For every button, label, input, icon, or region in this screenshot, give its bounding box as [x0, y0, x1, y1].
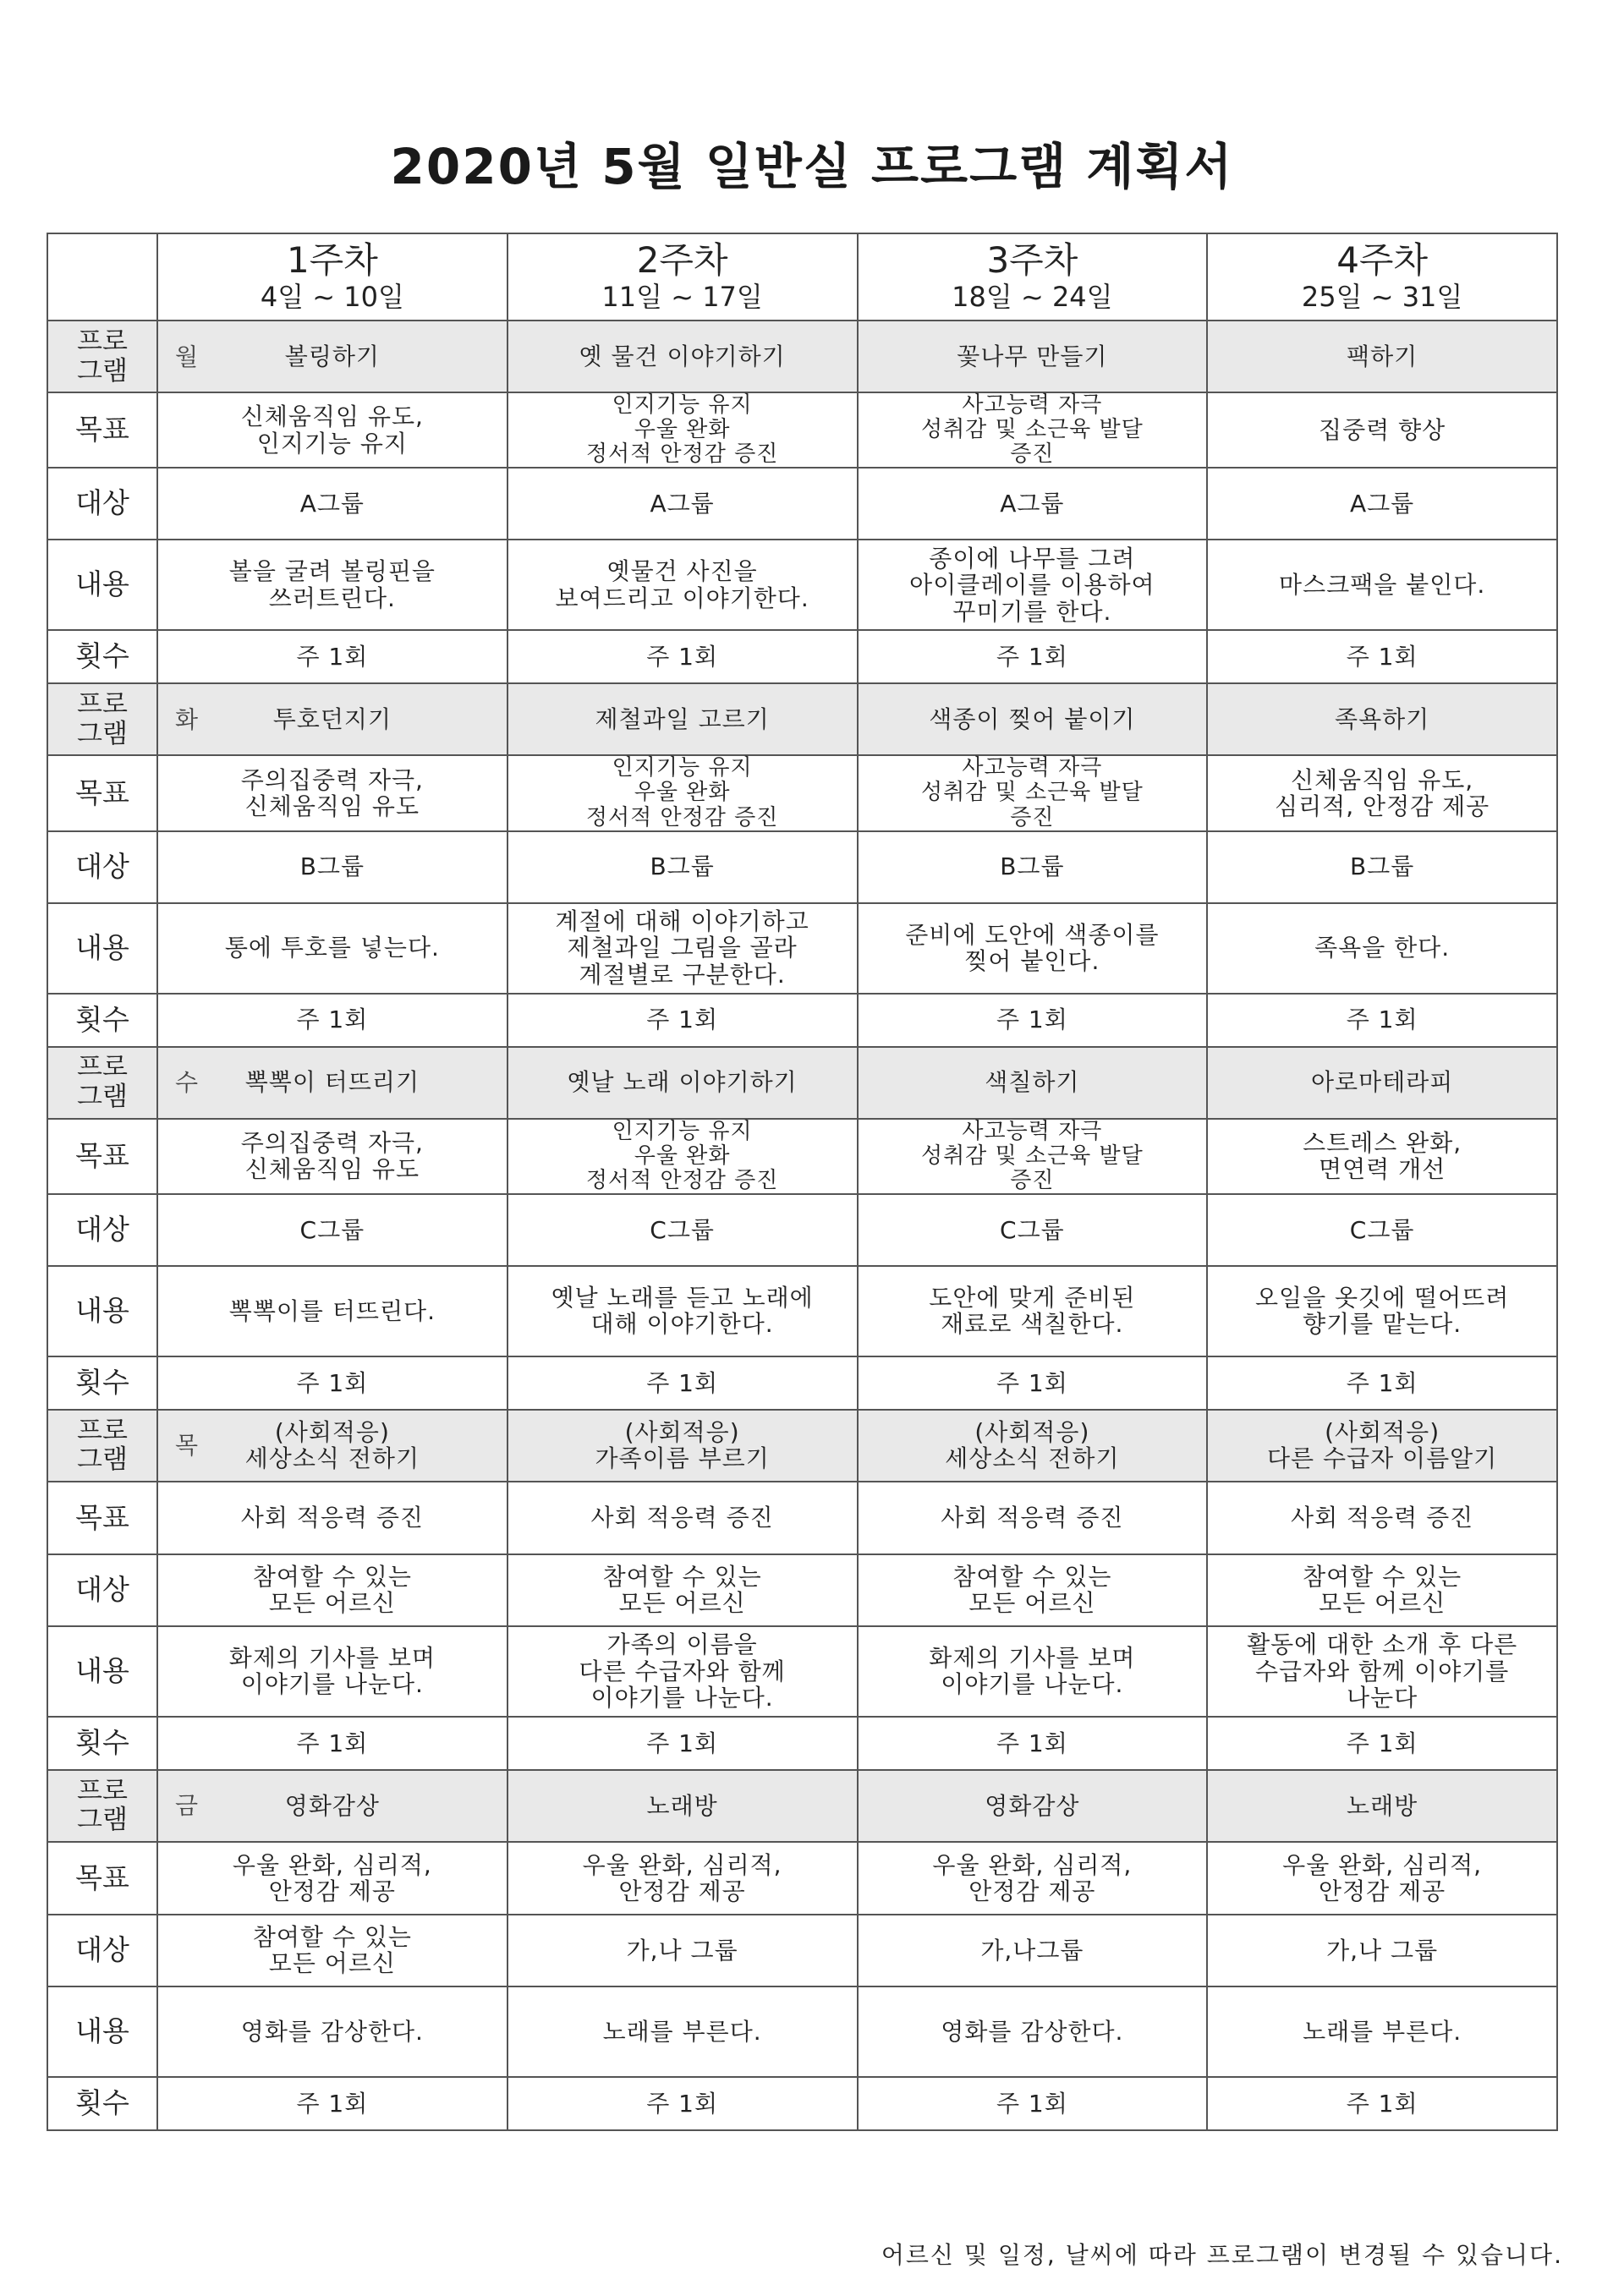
frequency-row: [47, 2077, 1557, 2130]
target-text: C그룹: [299, 1215, 365, 1244]
target-text: C그룹: [1349, 1215, 1415, 1244]
goal-text: 주의집중력 자극, 신체움직임 유도: [240, 1128, 424, 1184]
goal-text: 우울 완화, 심리적, 안정감 제공: [582, 1850, 782, 1905]
program-cell: [157, 683, 508, 755]
goal-cell: [1207, 1119, 1557, 1194]
footnote: 어르신 및 일정, 날씨에 따라 프로그램이 변경될 수 있습니다.: [881, 2241, 1563, 2269]
target-text: A그룹: [1349, 490, 1415, 518]
week-name: 2주차: [636, 238, 728, 281]
frequency-cell: [157, 630, 508, 683]
row-label-text: 프로 그램: [77, 689, 128, 749]
row-label-text: 내용: [75, 1654, 129, 1687]
week-range: 4일 ~ 10일: [260, 280, 404, 313]
program-text: 색종이 찢어 붙이기: [929, 705, 1136, 734]
target-text: A그룹: [299, 490, 365, 518]
goal-text: 사회 적응력 증진: [1291, 1504, 1474, 1532]
program-text: 팩하기: [1347, 342, 1418, 370]
row-label-text: 횟수: [75, 1726, 129, 1759]
program-text: (사회적응) 세상소식 전하기: [244, 1418, 420, 1473]
goal-text: 신체움직임 유도, 인지기능 유지: [240, 403, 424, 458]
goal-row: [47, 392, 1557, 468]
week-name: 4주차: [1336, 238, 1429, 281]
frequency-text: 주 1회: [996, 1729, 1068, 1757]
goal-cell: [858, 755, 1208, 830]
goal-text: 신체움직임 유도, 심리적, 안정감 제공: [1275, 765, 1490, 820]
content-text: 화제의 기사를 보며 이야기를 나눈다.: [228, 1644, 436, 1699]
frequency-text: 주 1회: [296, 643, 369, 671]
target-cell: [157, 468, 508, 540]
target-cell: [157, 1194, 508, 1266]
page-title: 2020년 5월 일반실 프로그램 계획서: [390, 138, 1234, 195]
frequency-cell: [508, 1356, 858, 1410]
row-label-content: [47, 1626, 157, 1717]
content-row: [47, 903, 1557, 994]
program-cell: [1207, 1770, 1557, 1842]
frequency-text: 주 1회: [296, 2089, 369, 2118]
target-cell: [508, 1915, 858, 1986]
content-cell: [858, 540, 1208, 630]
goal-cell: [858, 1842, 1208, 1915]
goal-text: 사회 적응력 증진: [240, 1504, 424, 1532]
content-cell: [858, 1986, 1208, 2077]
row-label-text: 대상: [75, 1213, 129, 1246]
content-cell: [157, 1626, 508, 1717]
target-cell: [1207, 468, 1557, 540]
target-cell: [858, 1194, 1208, 1266]
content-text: 노래를 부른다.: [602, 2017, 762, 2046]
row-label-program: [47, 1047, 157, 1119]
program-text: (사회적응) 다른 수급자 이름알기: [1267, 1418, 1498, 1473]
target-text: C그룹: [650, 1215, 715, 1244]
row-label-program: [47, 683, 157, 755]
target-cell: [1207, 1194, 1557, 1266]
goal-cell: [157, 1119, 508, 1194]
target-row: [47, 831, 1557, 903]
program-text: 투호던지기: [272, 705, 392, 734]
target-cell: [508, 831, 858, 903]
frequency-row: [47, 1717, 1557, 1770]
row-label-text: 목표: [75, 1500, 129, 1534]
row-label-frequency: [47, 630, 157, 683]
row-label-target: [47, 831, 157, 903]
content-text: 옛날 노래를 듣고 노래에 대해 이야기한다.: [551, 1284, 814, 1339]
row-label-target: [47, 468, 157, 540]
frequency-text: 주 1회: [1346, 1729, 1418, 1757]
row-label-goal: [47, 755, 157, 830]
goal-cell: [858, 1482, 1208, 1554]
row-label-text: 횟수: [75, 639, 129, 673]
frequency-cell: [858, 1356, 1208, 1410]
content-cell: [157, 903, 508, 994]
target-cell: [858, 1915, 1208, 1986]
row-label-text: 목표: [75, 1860, 129, 1894]
program-cell: [508, 321, 858, 392]
program-text: 영화감상: [284, 1791, 380, 1820]
target-text: 참여할 수 있는 모든 어르신: [252, 1923, 412, 1978]
frequency-text: 주 1회: [996, 643, 1068, 671]
goal-text: 집중력 향상: [1319, 415, 1446, 444]
row-label-target: [47, 1915, 157, 1986]
row-label-content: [47, 1986, 157, 2077]
row-label-goal: [47, 1119, 157, 1194]
weekday-label: 월: [175, 342, 200, 370]
target-text: 참여할 수 있는 모든 어르신: [602, 1563, 762, 1618]
row-label-frequency: [47, 1356, 157, 1410]
program-cell: [157, 1410, 508, 1482]
content-row: [47, 1986, 1557, 2077]
goal-text: 사고능력 자극 성취감 및 소근육 발달 증진: [920, 392, 1144, 468]
content-text: 옛물건 사진을 보여드리고 이야기한다.: [555, 557, 809, 612]
target-cell: [858, 831, 1208, 903]
goal-text: 주의집중력 자극, 신체움직임 유도: [240, 765, 424, 820]
program-cell: [858, 321, 1208, 392]
content-cell: [1207, 1986, 1557, 2077]
target-cell: [858, 1554, 1208, 1626]
week-name: 1주차: [286, 238, 378, 281]
row-label-program: [47, 1770, 157, 1842]
weekday-label: 화: [175, 705, 200, 734]
program-plan-table: [47, 233, 1558, 2131]
goal-text: 우울 완화, 심리적, 안정감 제공: [232, 1850, 432, 1905]
content-text: 마스크팩을 붙인다.: [1279, 571, 1486, 600]
target-text: 참여할 수 있는 모든 어르신: [952, 1563, 1112, 1618]
target-text: C그룹: [1000, 1215, 1065, 1244]
content-cell: [858, 903, 1208, 994]
target-row: [47, 1915, 1557, 1986]
program-cell: [1207, 1047, 1557, 1119]
content-text: 족욕을 한다.: [1314, 934, 1451, 962]
row-label-text: 횟수: [75, 2086, 129, 2119]
content-cell: [508, 540, 858, 630]
frequency-cell: [858, 630, 1208, 683]
target-text: 가,나그룹: [980, 1936, 1084, 1964]
weekday-label: 목: [175, 1431, 200, 1460]
goal-cell: [508, 1482, 858, 1554]
content-cell: [1207, 540, 1557, 630]
frequency-cell: [508, 630, 858, 683]
target-row: [47, 1554, 1557, 1626]
program-text: 뽁뽁이 터뜨리기: [244, 1068, 420, 1097]
frequency-text: 주 1회: [1346, 2089, 1418, 2118]
content-text: 영화를 감상한다.: [941, 2017, 1124, 2046]
row-label-text: 프로 그램: [77, 326, 128, 386]
target-text: 가,나 그룹: [626, 1936, 738, 1964]
frequency-row: [47, 994, 1557, 1047]
frequency-cell: [1207, 1356, 1557, 1410]
week-header-3: [858, 233, 1208, 321]
frequency-cell: [508, 2077, 858, 2130]
content-text: 화제의 기사를 보며 이야기를 나눈다.: [929, 1644, 1136, 1699]
row-label-target: [47, 1554, 157, 1626]
frequency-row: [47, 1356, 1557, 1410]
row-label-frequency: [47, 1717, 157, 1770]
program-cell: [508, 1770, 858, 1842]
row-label-text: 내용: [75, 2014, 129, 2047]
program-cell: [508, 1410, 858, 1482]
program-cell: [1207, 1410, 1557, 1482]
content-cell: [858, 1626, 1208, 1717]
row-label-program: [47, 321, 157, 392]
target-text: B그룹: [299, 852, 365, 881]
content-text: 통에 투호를 넣는다.: [224, 934, 440, 962]
target-text: B그룹: [1000, 852, 1065, 881]
program-cell: [858, 683, 1208, 755]
week-range: 11일 ~ 17일: [601, 280, 763, 313]
frequency-row: [47, 630, 1557, 683]
content-text: 도안에 맞게 준비된 재료로 색칠한다.: [929, 1284, 1136, 1339]
goal-cell: [1207, 392, 1557, 468]
program-cell: [1207, 321, 1557, 392]
content-text: 계절에 대해 이야기하고 제철과일 그림을 골라 계절별로 구분한다.: [555, 907, 809, 989]
row-label-text: 목표: [75, 775, 129, 809]
goal-cell: [157, 755, 508, 830]
program-text: 옛 물건 이야기하기: [579, 342, 786, 370]
goal-cell: [858, 1119, 1208, 1194]
content-row: [47, 540, 1557, 630]
row-label-goal: [47, 1482, 157, 1554]
program-text: 노래방: [646, 1791, 718, 1820]
content-cell: [1207, 903, 1557, 994]
row-label-text: 내용: [75, 1294, 129, 1327]
program-text: 족욕하기: [1335, 705, 1430, 734]
program-text: 색칠하기: [985, 1068, 1080, 1097]
frequency-text: 주 1회: [646, 1006, 719, 1034]
goal-row: [47, 1119, 1557, 1194]
goal-text: 사회 적응력 증진: [590, 1504, 774, 1532]
row-label-text: 대상: [75, 1933, 129, 1966]
week-range: 25일 ~ 31일: [1301, 280, 1463, 313]
content-text: 종이에 나무를 그려 아이클레이를 이용하여 꾸미기를 한다.: [909, 544, 1155, 626]
content-cell: [1207, 1266, 1557, 1356]
row-label-text: 프로 그램: [77, 1052, 128, 1113]
content-cell: [508, 1986, 858, 2077]
row-label-text: 프로 그램: [77, 1415, 128, 1476]
goal-text: 인지기능 유지 우울 완화 정서적 안정감 증진: [585, 1118, 779, 1193]
program-row: [47, 683, 1557, 755]
content-cell: [157, 540, 508, 630]
program-cell: [1207, 683, 1557, 755]
content-cell: [157, 1266, 508, 1356]
program-cell: [858, 1770, 1208, 1842]
week-header-row: [47, 233, 1557, 321]
frequency-cell: [1207, 630, 1557, 683]
goal-cell: [157, 1482, 508, 1554]
target-cell: [1207, 831, 1557, 903]
row-label-text: 프로 그램: [77, 1775, 128, 1836]
program-text: 노래방: [1347, 1791, 1418, 1820]
frequency-text: 주 1회: [646, 1368, 719, 1397]
frequency-text: 주 1회: [646, 643, 719, 671]
week-range: 18일 ~ 24일: [952, 280, 1113, 313]
goal-cell: [508, 1119, 858, 1194]
content-text: 오일을 옷깃에 떨어뜨려 향기를 맡는다.: [1254, 1284, 1510, 1339]
row-label-goal: [47, 392, 157, 468]
content-row: [47, 1626, 1557, 1717]
goal-cell: [1207, 1842, 1557, 1915]
frequency-cell: [157, 1717, 508, 1770]
content-text: 활동에 대한 소개 후 다른 수급자와 함께 이야기를 나눈다: [1247, 1630, 1518, 1712]
program-text: 옛날 노래 이야기하기: [567, 1068, 798, 1097]
target-cell: [1207, 1554, 1557, 1626]
weekday-label: 금: [175, 1791, 200, 1820]
goal-cell: [508, 392, 858, 468]
week-header-1: [157, 233, 508, 321]
frequency-cell: [157, 1356, 508, 1410]
frequency-text: 주 1회: [296, 1729, 369, 1757]
frequency-cell: [858, 2077, 1208, 2130]
row-label-text: 내용: [75, 567, 129, 601]
target-cell: [508, 1554, 858, 1626]
goal-cell: [1207, 1482, 1557, 1554]
frequency-cell: [858, 994, 1208, 1047]
content-text: 가족의 이름을 다른 수급자와 함께 이야기를 나눈다.: [579, 1630, 786, 1712]
goal-text: 스트레스 완화, 면연력 개선: [1303, 1128, 1462, 1184]
row-label-goal: [47, 1842, 157, 1915]
program-cell: [157, 1770, 508, 1842]
content-cell: [157, 1986, 508, 2077]
target-cell: [508, 468, 858, 540]
target-text: A그룹: [650, 490, 715, 518]
target-text: 가,나 그룹: [1326, 1936, 1439, 1964]
frequency-text: 주 1회: [646, 1729, 719, 1757]
corner-cell: [47, 233, 157, 321]
frequency-text: 주 1회: [1346, 643, 1418, 671]
row-label-text: 대상: [75, 486, 129, 520]
program-text: 볼링하기: [284, 342, 380, 370]
goal-cell: [508, 1842, 858, 1915]
content-cell: [508, 903, 858, 994]
row-label-text: 횟수: [75, 1366, 129, 1399]
content-text: 볼을 굴려 볼링핀을 쓰러트린다.: [228, 557, 436, 612]
target-cell: [157, 1554, 508, 1626]
row-label-content: [47, 1266, 157, 1356]
goal-text: 사고능력 자극 성취감 및 소근육 발달 증진: [920, 755, 1144, 830]
target-text: 참여할 수 있는 모든 어르신: [252, 1563, 412, 1618]
goal-text: 우울 완화, 심리적, 안정감 제공: [932, 1850, 1133, 1905]
program-row: [47, 1770, 1557, 1842]
target-cell: [858, 468, 1208, 540]
goal-row: [47, 1842, 1557, 1915]
program-text: (사회적응) 세상소식 전하기: [945, 1418, 1120, 1473]
goal-text: 사고능력 자극 성취감 및 소근육 발달 증진: [920, 1118, 1144, 1193]
row-label-text: 내용: [75, 930, 129, 964]
goal-row: [47, 1482, 1557, 1554]
row-label-text: 대상: [75, 1573, 129, 1606]
content-cell: [1207, 1626, 1557, 1717]
goal-text: 사회 적응력 증진: [941, 1504, 1124, 1532]
content-cell: [508, 1266, 858, 1356]
program-row: [47, 1047, 1557, 1119]
goal-text: 인지기능 유지 우울 완화 정서적 안정감 증진: [585, 755, 779, 830]
program-cell: [508, 1047, 858, 1119]
program-row: [47, 321, 1557, 392]
row-label-content: [47, 540, 157, 630]
content-text: 노래를 부른다.: [1303, 2017, 1462, 2046]
frequency-text: 주 1회: [996, 2089, 1068, 2118]
row-label-text: 대상: [75, 849, 129, 883]
week-header-4: [1207, 233, 1557, 321]
row-label-content: [47, 903, 157, 994]
target-row: [47, 1194, 1557, 1266]
frequency-text: 주 1회: [996, 1006, 1068, 1034]
row-label-frequency: [47, 994, 157, 1047]
program-cell: [508, 683, 858, 755]
content-text: 영화를 감상한다.: [240, 2017, 424, 2046]
row-label-target: [47, 1194, 157, 1266]
frequency-text: 주 1회: [296, 1368, 369, 1397]
frequency-cell: [1207, 2077, 1557, 2130]
weekday-label: 수: [175, 1068, 200, 1097]
target-text: B그룹: [650, 852, 715, 881]
goal-row: [47, 755, 1557, 830]
program-text: 꽃나무 만들기: [957, 342, 1108, 370]
frequency-cell: [1207, 994, 1557, 1047]
goal-cell: [157, 392, 508, 468]
frequency-cell: [157, 994, 508, 1047]
program-cell: [157, 1047, 508, 1119]
frequency-cell: [1207, 1717, 1557, 1770]
target-text: B그룹: [1349, 852, 1415, 881]
goal-cell: [508, 755, 858, 830]
goal-cell: [858, 392, 1208, 468]
goal-cell: [1207, 755, 1557, 830]
frequency-text: 주 1회: [1346, 1006, 1418, 1034]
program-cell: [858, 1047, 1208, 1119]
goal-text: 우울 완화, 심리적, 안정감 제공: [1282, 1850, 1483, 1905]
program-text: 아로마테라피: [1310, 1068, 1454, 1097]
goal-text: 인지기능 유지 우울 완화 정서적 안정감 증진: [585, 392, 779, 468]
content-cell: [858, 1266, 1208, 1356]
frequency-text: 주 1회: [1346, 1368, 1418, 1397]
goal-cell: [157, 1842, 508, 1915]
frequency-text: 주 1회: [296, 1006, 369, 1034]
target-row: [47, 468, 1557, 540]
row-label-program: [47, 1410, 157, 1482]
target-cell: [508, 1194, 858, 1266]
row-label-frequency: [47, 2077, 157, 2130]
program-text: 제철과일 고르기: [595, 705, 770, 734]
program-text: 영화감상: [985, 1791, 1080, 1820]
content-row: [47, 1266, 1557, 1356]
content-cell: [508, 1626, 858, 1717]
content-text: 준비에 도안에 색종이를 찢어 붙인다.: [905, 920, 1160, 976]
week-name: 3주차: [986, 238, 1078, 281]
target-cell: [1207, 1915, 1557, 1986]
frequency-cell: [508, 1717, 858, 1770]
frequency-cell: [858, 1717, 1208, 1770]
program-cell: [157, 321, 508, 392]
frequency-cell: [508, 994, 858, 1047]
program-row: [47, 1410, 1557, 1482]
content-text: 뽁뽁이를 터뜨린다.: [228, 1296, 436, 1325]
row-label-text: 횟수: [75, 1002, 129, 1036]
frequency-text: 주 1회: [646, 2089, 719, 2118]
target-text: 참여할 수 있는 모든 어르신: [1303, 1563, 1462, 1618]
program-text: (사회적응) 가족이름 부르기: [595, 1418, 770, 1473]
target-cell: [157, 1915, 508, 1986]
row-label-text: 목표: [75, 1138, 129, 1172]
week-header-2: [508, 233, 858, 321]
plan-body: [47, 321, 1557, 2130]
program-cell: [858, 1410, 1208, 1482]
row-label-text: 목표: [75, 413, 129, 447]
target-text: A그룹: [1000, 490, 1065, 518]
frequency-cell: [157, 2077, 508, 2130]
frequency-text: 주 1회: [996, 1368, 1068, 1397]
target-cell: [157, 831, 508, 903]
